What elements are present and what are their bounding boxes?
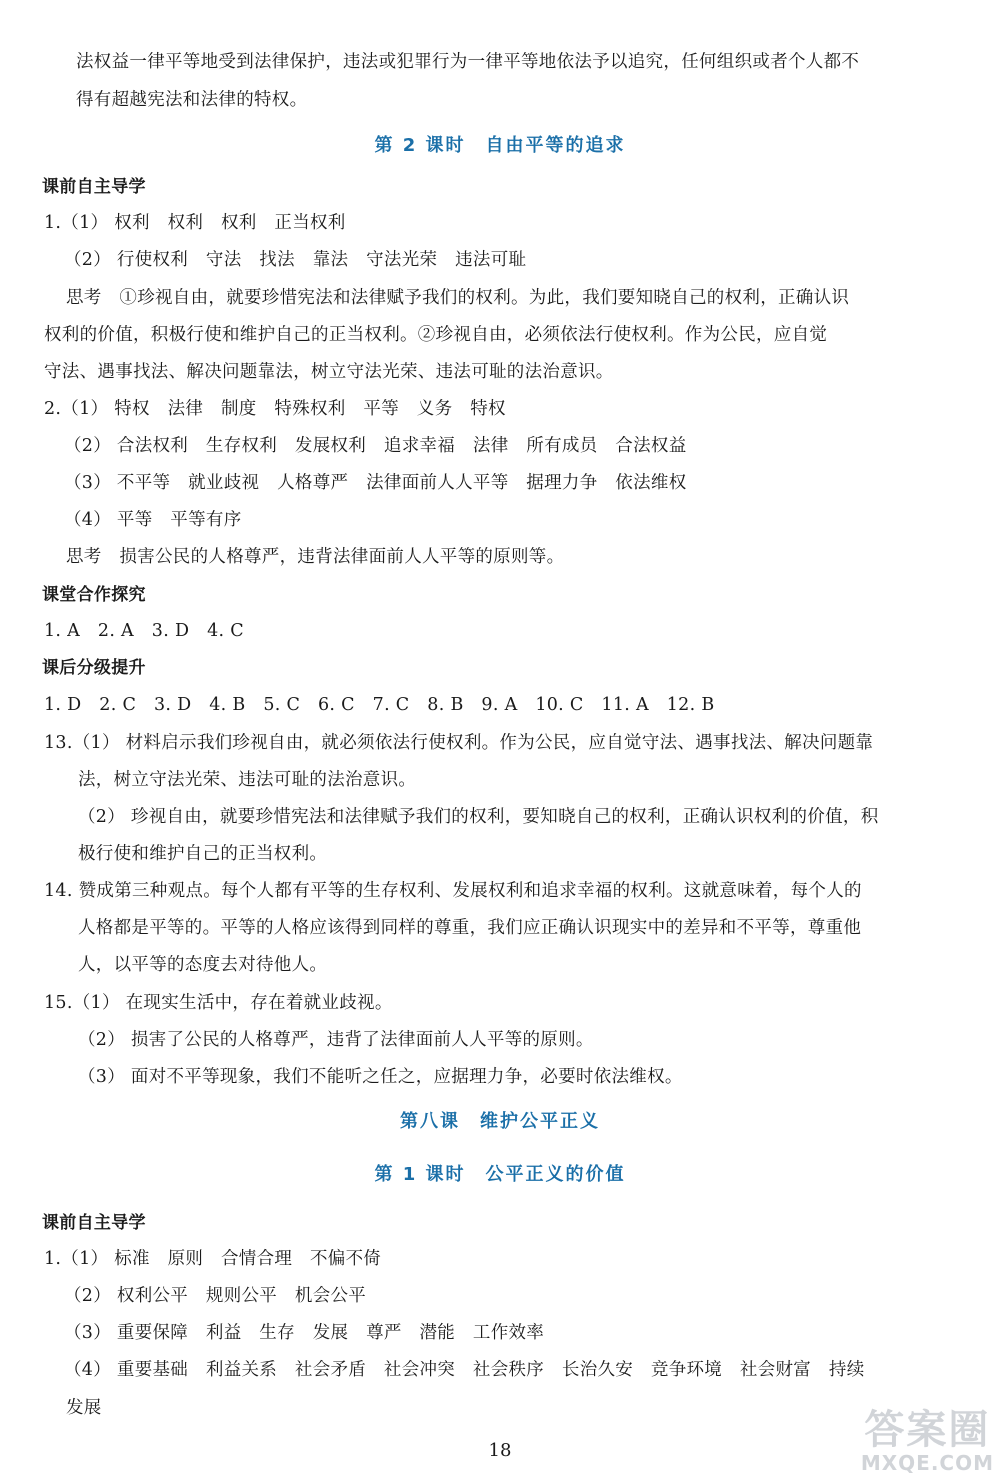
answer-line: 1. A 2. A 3. D 4. C: [44, 621, 244, 641]
answer-line: （4） 重要基础 利益关系 社会矛盾 社会冲突 社会秩序 长治久安 竞争环境 社会财富 持续: [64, 1360, 865, 1380]
paragraph-line: 法权益一律平等地受到法律保护，违法或犯罪行为一律平等地依法予以追究，任何组织或者个人都不: [76, 52, 860, 72]
section-heading: 课后分级提升: [42, 658, 146, 678]
answer-line: 1.（1） 权利 权利 权利 正当权利: [44, 213, 346, 233]
answer-line: 极行使和维护自己的正当权利。: [78, 844, 328, 864]
answer-line: 发展: [66, 1398, 102, 1418]
answer-line: 13.（1） 材料启示我们珍视自由，就必须依法行使权利。作为公民，应自觉守法、遇事找法、解决问题靠: [44, 733, 874, 753]
answer-line: 1.（1） 标准 原则 合情合理 不偏不倚: [44, 1249, 382, 1269]
section-heading: 课前自主导学: [42, 1213, 146, 1233]
lesson-subtitle: 第 1 课时 公平正义的价值: [374, 1164, 626, 1185]
answer-line: （3） 重要保障 利益 生存 发展 尊严 潜能 工作效率: [64, 1323, 545, 1343]
answer-line: 14. 赞成第三种观点。每个人都有平等的生存权利、发展权利和追求幸福的权利。这就意味着，每个人的: [44, 881, 862, 901]
answer-line: 2.（1） 特权 法律 制度 特殊权利 平等 义务 特权: [44, 399, 506, 419]
answer-line: （2） 珍视自由，就要珍惜宪法和法律赋予我们的权利，要知晓自己的权利，正确认识权利的价值，积: [78, 807, 879, 827]
answer-line: 人，以平等的态度去对待他人。: [78, 955, 328, 975]
watermark-url: MXQE.COM: [860, 1451, 994, 1475]
answer-line: 1. D 2. C 3. D 4. B 5. C 6. C 7. C 8. B 9. A 10. C 11. A 12. B: [44, 695, 715, 715]
answer-line: （4） 平等 平等有序: [64, 510, 242, 530]
answer-line: 法，树立守法光荣、违法可耻的法治意识。: [78, 770, 417, 790]
answer-line: （2） 损害了公民的人格尊严，违背了法律面前人人平等的原则。: [78, 1030, 594, 1050]
think-line: 思考 损害公民的人格尊严，违背法律面前人人平等的原则等。: [66, 547, 565, 567]
lesson-title: 第 2 课时 自由平等的追求: [374, 135, 626, 156]
watermark-text: 答案圈: [864, 1407, 991, 1453]
answer-line: （2） 权利公平 规则公平 机会公平: [64, 1286, 367, 1306]
think-line: 权利的价值，积极行使和维护自己的正当权利。②珍视自由，必须依法行使权利。作为公民，应自觉: [44, 325, 828, 345]
think-line: 守法、遇事找法、解决问题靠法，树立守法光荣、违法可耻的法治意识。: [44, 362, 614, 382]
section-heading: 课前自主导学: [42, 177, 146, 197]
answer-line: 人格都是平等的。平等的人格应该得到同样的尊重，我们应正确认识现实中的差异和不平等，尊重他: [78, 918, 862, 938]
answer-line: （3） 不平等 就业歧视 人格尊严 法律面前人人平等 据理力争 依法维权: [64, 473, 687, 493]
think-line: 思考 ①珍视自由，就要珍惜宪法和法律赋予我们的权利。为此，我们要知晓自己的权利，正确认识: [66, 288, 850, 308]
answer-line: （3） 面对不平等现象，我们不能听之任之，应据理力争，必要时依法维权。: [78, 1067, 683, 1087]
watermark-logo: [861, 1408, 994, 1474]
answer-line: （2） 合法权利 生存权利 发展权利 追求幸福 法律 所有成员 合法权益: [64, 436, 687, 456]
answer-line: 15.（1） 在现实生活中，存在着就业歧视。: [44, 993, 393, 1013]
lesson-title: 第八课 维护公平正义: [400, 1111, 600, 1132]
paragraph-line: 得有超越宪法和法律的特权。: [76, 90, 308, 110]
answer-line: （2） 行使权利 守法 找法 靠法 守法光荣 违法可耻: [64, 250, 527, 270]
section-heading: 课堂合作探究: [42, 585, 146, 605]
page-number: 18: [488, 1440, 512, 1461]
